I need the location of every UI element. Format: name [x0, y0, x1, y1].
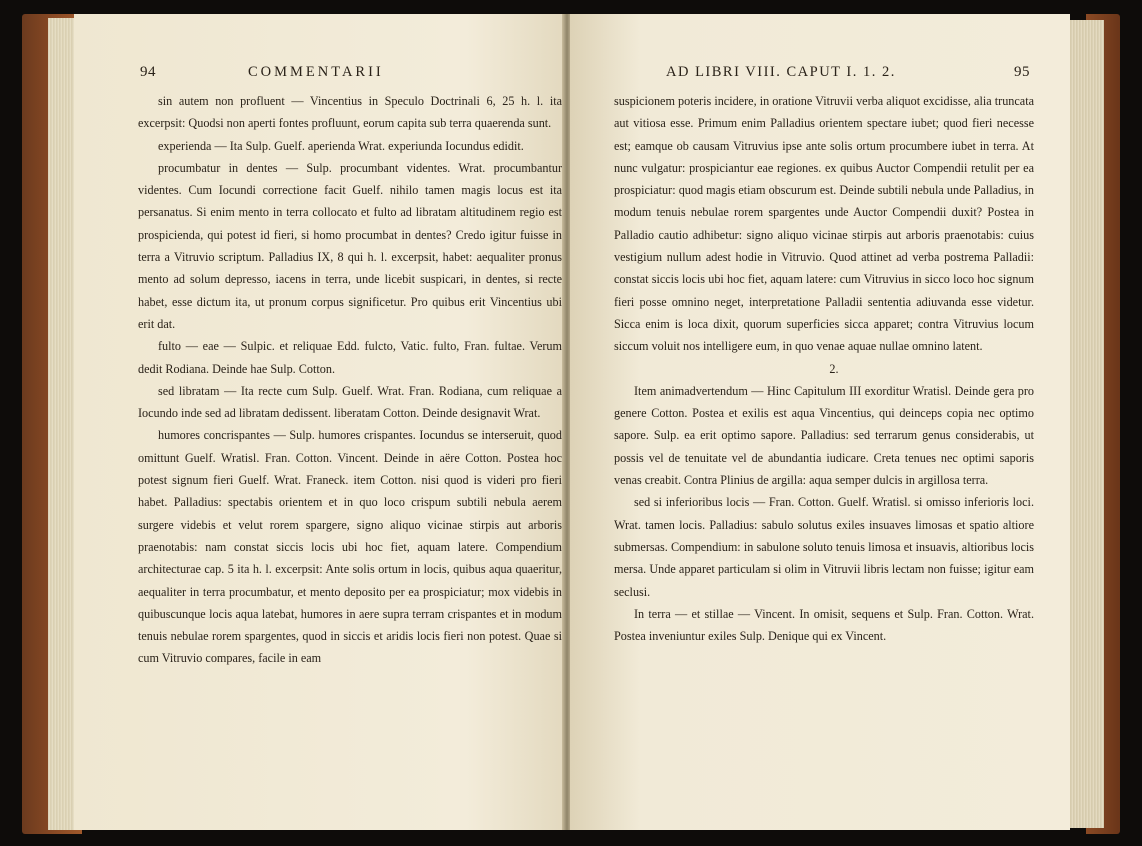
right-page-body	[614, 90, 1034, 647]
left-page-body	[138, 90, 562, 670]
paragraph: fulto — eae — Sulpic. et reliquae Edd. fulcto, Vatic. fulto, Fran. fultae. Verum dedit Rodiana. Deinde hae Sulp. Cotton.	[138, 339, 562, 376]
section-number: 2.	[829, 361, 839, 376]
paragraph: sed si inferioribus locis — Fran. Cotton. Guelf. Wratisl. si omisso inferioris loci. Wrat. tamen locis. Palladius: sabulo solutus exiles insuaves limosas et spatio altiore submersas. Compendium: in sabulone soluto tenuis limosa et insuavis, altioribus locis mersa. Unde apparet particulam si olim in Vitruvii libris lectam non fuisse; igitur eam seclusi.	[614, 495, 1034, 599]
paragraph: procumbatur in dentes — Sulp. procumbant videntes. Wrat. procumbantur videntes. Cum Iocundi correctione facit Guelf. nihilo tamen magis locus est ita persanatus. Si enim mento in terra collocato et fulto ad libratam altitudinem regio est prospicienda, qui potest id fieri, si homo procumbat in dentes? Credo igitur fuisse in terra a Vitruvio scriptum. Palladius IX, 8 qui h. l. excerpsit, habet: aequaliter pronus mento ad solum depresso, iacens in terra, unde licebit suspicari, in dentes, si recte habet, esse dictum ita, ut pronum corpus significetur. Pro quibus erit Vincentius ubi erit dat.	[138, 160, 562, 331]
page-number: 94	[140, 64, 156, 80]
right-page	[570, 14, 1070, 830]
paragraph: humores concrispantes — Sulp. humores crispantes. Iocundus se interseruit, quod omittunt Guelf. Wratisl. Fran. Cotton. Vincent. Deinde in aëre Cotton. Postea hoc potest signum fieri Guelf. Wrat. Franeck. item Cotton. nisi quod is videri pro fieri habet. Palladius: spectabis orientem et in quo loco crispum subtili nebula aerem surgere videbis et velut rorem spargere, signo aliquo vicinae stirpis aut arboris praenotabis: nam constat siccis locis ubi hoc fiet, aquam latere. Compendium architecturae cap. 5 ita h. l. excerpsit: Ante solis ortum in locis, quibus aqua quaeritur, aequaliter in terra procumbatur, et mento deposito per ea prospiciatur; mox videbis in quibuscunque locis aqua latebat, humores in aere supra terram crispantes et in modum tenuis nebulae rorem spargentes, quod in siccis et aridis locis fieri non potest. Quae si cum Vitruvio compares, facile in eam	[138, 428, 562, 666]
right-page-header	[618, 64, 1030, 84]
running-head: COMMENTARII	[248, 64, 384, 80]
paragraph: sed libratam — Ita recte cum Sulp. Guelf. Wrat. Fran. Rodiana, cum reliquae a Iocundo inde sed ad libratam dedissent. liberatam Cotton. Deinde designavit Wrat.	[138, 383, 562, 421]
paragraph: experienda — Ita Sulp. Guelf. aperienda Wrat. experiunda Iocundus edidit.	[158, 138, 524, 153]
paragraph: In terra — et stillae — Vincent. In omisit, sequens et Sulp. Fran. Cotton. Wrat. Postea inveniuntur exiles Sulp. Denique qui ex Vincent.	[614, 606, 1034, 644]
open-book	[22, 14, 1120, 834]
paragraph: Item animadvertendum — Hinc Capitulum III exorditur Wratisl. Deinde gera pro genere Cotton. Postea et exilis est aqua Vincentius, qui deinceps copia nec optimo sapore. Sulp. ea erit optimo sapore. Palladius: sed terrarum genus considerabis, ut possis vel de tenuitate vel de abundantia iudicare. Creta tenues nec optimi saporis venas creabit. Contra Plinius de argilla: aqua semper dulcis in argillosa terra.	[614, 383, 1034, 488]
paragraph: sin autem non profluent — Vincentius in Speculo Doctrinali 6, 25 h. l. ita excerpsit: Quodsi non aperti fontes profluunt, eorum capita sub terra quaerenda sunt.	[138, 94, 562, 131]
running-head: AD LIBRI VIII. CAPUT I. 1. 2.	[666, 64, 896, 80]
page-number: 95	[1014, 64, 1030, 80]
left-page	[74, 14, 564, 830]
left-page-header	[140, 64, 536, 84]
paragraph: suspicionem poteris incidere, in oratione Vitruvii verba aliquot excidisse, alia truncata aut vitiosa esse. Primum enim Palladius orientem spectare iubet; quod fieri necesse est; eamque ob causam Vitruvius ipse ante solis ortum procumbere iubet in terra. At nunc vulgatur: prospiciantur eae regiones. ex quibus Auctor Compendii retulit per ea prospiciatur: quod magis etiam obscurum est. Deinde subtili nebula unde Palladius, in modum tenuis nebulae rorem spargentes unde Auctor Compendii duxit? Postea in Palladio cautio adhibetur: signo aliquo vicinae stirpis aut arboris praenotabis: cuius vestigium nullum adest hodie in Vitruvio. Quod attinet ad verba postrema Palladii: constat siccis locis ubi hoc fiet, aquam latere: cum Vitruvius in sicco loco hoc signum fieri posse omnino neget, interpretatione Palladii sententia adiuvanda esse videtur. Sicca enim is loca dixit, quorum superficies sicca apparet; contra Vitruvius locum siccum voluit nos intelligere eum, in quo venae aquae nullae omnino latent.	[614, 94, 1034, 354]
